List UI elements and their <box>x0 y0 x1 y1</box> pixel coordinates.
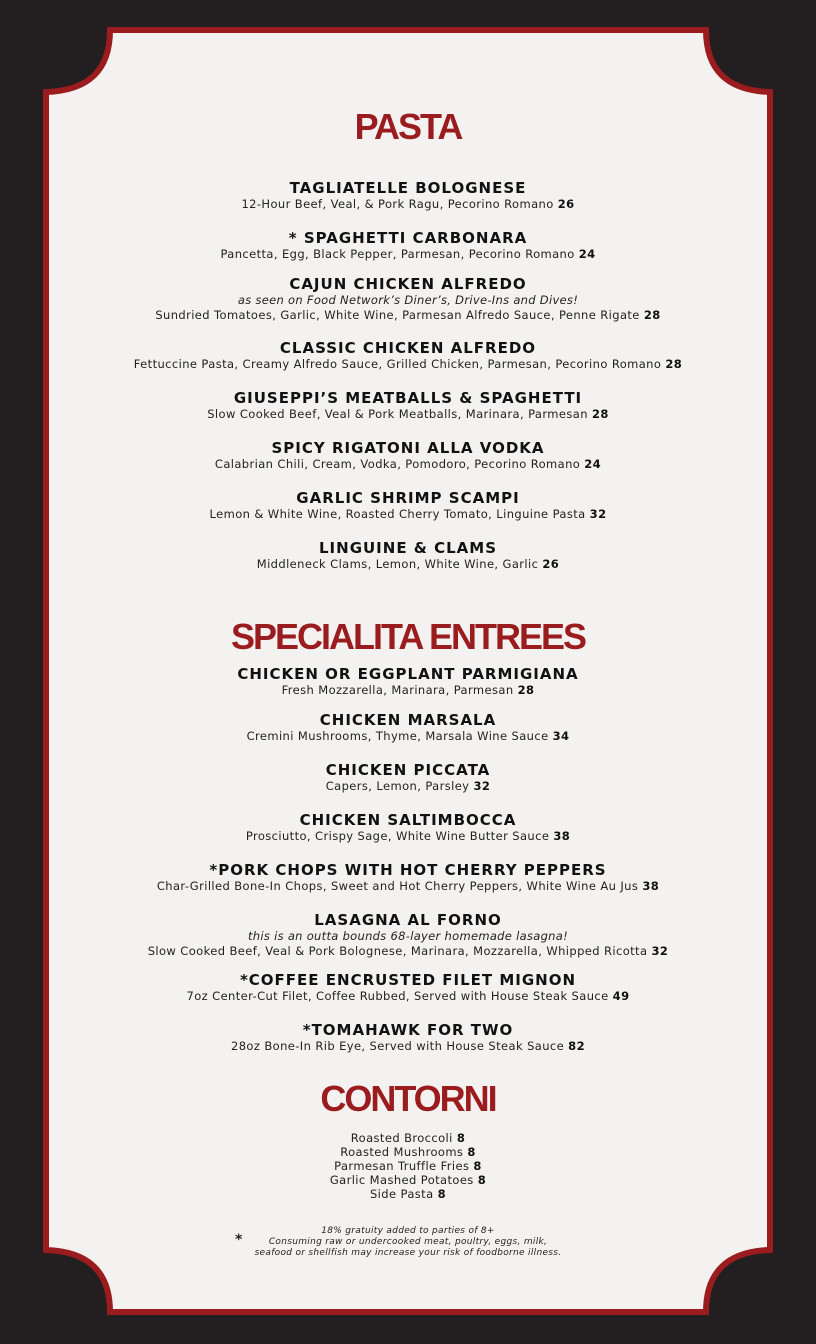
item-description: Pancetta, Egg, Black Pepper, Parmesan, Pecorino Romano 24 <box>220 247 596 261</box>
item-price: 38 <box>642 879 660 893</box>
contorni-section-title: CONTORNI <box>320 1078 496 1119</box>
menu-item <box>50 862 766 894</box>
menu-item <box>50 1022 766 1054</box>
item-price: 82 <box>568 1039 585 1053</box>
item-description: Fettuccine Pasta, Creamy Alfredo Sauce, Grilled Chicken, Parmesan, Pecorino Romano 28 <box>133 357 683 371</box>
item-name: * SPAGHETTI CARBONARA <box>288 229 528 247</box>
item-description: Slow Cooked Beef, Veal & Pork Bolognese, Marinara, Mozzarella, Whipped Ricotta 32 <box>147 944 669 958</box>
menu-item <box>50 180 766 212</box>
item-name: SPICY RIGATONI ALLA VODKA <box>271 439 545 457</box>
item-price: 8 <box>467 1145 476 1159</box>
item-description: 7oz Center-Cut Filet, Coffee Rubbed, Served with House Steak Sauce 49 <box>186 989 630 1003</box>
item-description: Lemon & White Wine, Roasted Cherry Tomato, Linguine Pasta 32 <box>209 507 607 521</box>
item-description: Char-Grilled Bone-In Chops, Sweet and Hot Cherry Peppers, White Wine Au Jus 38 <box>156 879 660 893</box>
menu-item <box>50 912 766 959</box>
item-price: 28 <box>643 308 661 322</box>
item-name: *TOMAHAWK FOR TWO <box>302 1021 514 1039</box>
item-price: 24 <box>584 457 602 471</box>
item-name: CHICKEN PICCATA <box>325 761 491 779</box>
menu-item <box>50 440 766 472</box>
item-price: 8 <box>456 1131 466 1145</box>
item-price: 28 <box>591 407 609 421</box>
item-description: Middleneck Clams, Lemon, White Wine, Garlic 26 <box>256 557 560 571</box>
menu-item <box>50 340 766 372</box>
menu-item <box>50 230 766 262</box>
side-item: Roasted Mushrooms 8 <box>340 1145 476 1159</box>
menu-item <box>50 972 766 1004</box>
footer-disclaimer <box>50 1226 766 1259</box>
menu-item <box>50 276 766 323</box>
item-price: 24 <box>578 247 596 261</box>
item-name: TAGLIATELLE BOLOGNESE <box>289 179 527 197</box>
menu-item <box>50 390 766 422</box>
item-note: this is an outta bounds 68-layer homemade lasagna! <box>247 929 569 943</box>
item-name: CHICKEN SALTIMBOCCA <box>299 811 517 829</box>
item-description: Sundried Tomatoes, Garlic, White Wine, Parmesan Alfredo Sauce, Penne Rigate 28 <box>155 308 661 322</box>
item-price: 49 <box>612 989 630 1003</box>
item-description: Fresh Mozzarella, Marinara, Parmesan 28 <box>281 683 535 697</box>
item-note: as seen on Food Network’s Diner’s, Drive-Ins and Dives! <box>237 293 579 307</box>
entrees-section-title: SPECIALITA ENTREES <box>230 616 586 657</box>
item-name: GARLIC SHRIMP SCAMPI <box>296 489 520 507</box>
item-price: 32 <box>589 507 607 521</box>
item-price: 34 <box>552 729 570 743</box>
menu-item <box>50 540 766 572</box>
gratuity-note: 18% gratuity added to parties of 8+ <box>321 1226 495 1236</box>
item-price: 38 <box>553 829 571 843</box>
side-item: Side Pasta 8 <box>369 1187 446 1201</box>
side-item: Roasted Broccoli 8 <box>350 1131 466 1145</box>
item-price: 26 <box>557 197 575 211</box>
item-description: Cremini Mushrooms, Thyme, Marsala Wine Sauce 34 <box>246 729 570 743</box>
pasta-section-title: PASTA <box>354 106 462 147</box>
item-price: 8 <box>473 1159 482 1173</box>
item-name: GIUSEPPI’S MEATBALLS & SPAGHETTI <box>233 389 583 407</box>
side-item: Parmesan Truffle Fries 8 <box>334 1159 482 1173</box>
item-name: LASAGNA AL FORNO <box>314 911 502 929</box>
item-price: 28 <box>665 357 683 371</box>
item-name: CAJUN CHICKEN ALFREDO <box>289 275 527 293</box>
item-price: 8 <box>437 1187 446 1201</box>
item-name: *COFFEE ENCRUSTED FILET MIGNON <box>239 971 577 989</box>
item-price: 8 <box>477 1173 487 1187</box>
item-description: 28oz Bone-In Rib Eye, Served with House Steak Sauce 82 <box>231 1039 585 1053</box>
item-description: Calabrian Chili, Cream, Vodka, Pomodoro, Pecorino Romano 24 <box>214 457 602 471</box>
item-name: CLASSIC CHICKEN ALFREDO <box>279 339 537 357</box>
item-name: *PORK CHOPS WITH HOT CHERRY PEPPERS <box>209 861 607 879</box>
item-name: CHICKEN OR EGGPLANT PARMIGIANA <box>237 665 579 683</box>
menu-item <box>50 490 766 522</box>
item-description: 12-Hour Beef, Veal, & Pork Ragu, Pecorino Romano 26 <box>241 197 575 211</box>
asterisk-mark: * <box>235 1232 243 1248</box>
menu-item <box>50 762 766 794</box>
side-item: Garlic Mashed Potatoes 8 <box>329 1173 487 1187</box>
item-price: 32 <box>651 944 669 958</box>
sides-list <box>50 1131 766 1201</box>
item-description: Capers, Lemon, Parsley 32 <box>325 779 491 793</box>
consumption-warning-line2: seafood or shellfish may increase your risk of foodborne illness. <box>254 1248 562 1258</box>
menu-item <box>50 812 766 844</box>
item-description: Prosciutto, Crispy Sage, White Wine Butter Sauce 38 <box>245 829 571 843</box>
consumption-warning-line1: Consuming raw or undercooked meat, poultry, eggs, milk, <box>268 1237 548 1247</box>
item-description: Slow Cooked Beef, Veal & Pork Meatballs, Marinara, Parmesan 28 <box>207 407 609 421</box>
menu-item <box>50 712 766 744</box>
item-price: 26 <box>542 557 560 571</box>
item-price: 28 <box>517 683 535 697</box>
item-name: CHICKEN MARSALA <box>319 711 497 729</box>
item-name: LINGUINE & CLAMS <box>319 539 497 557</box>
item-price: 32 <box>473 779 491 793</box>
menu-item <box>50 666 766 698</box>
menu-content <box>50 0 766 1344</box>
